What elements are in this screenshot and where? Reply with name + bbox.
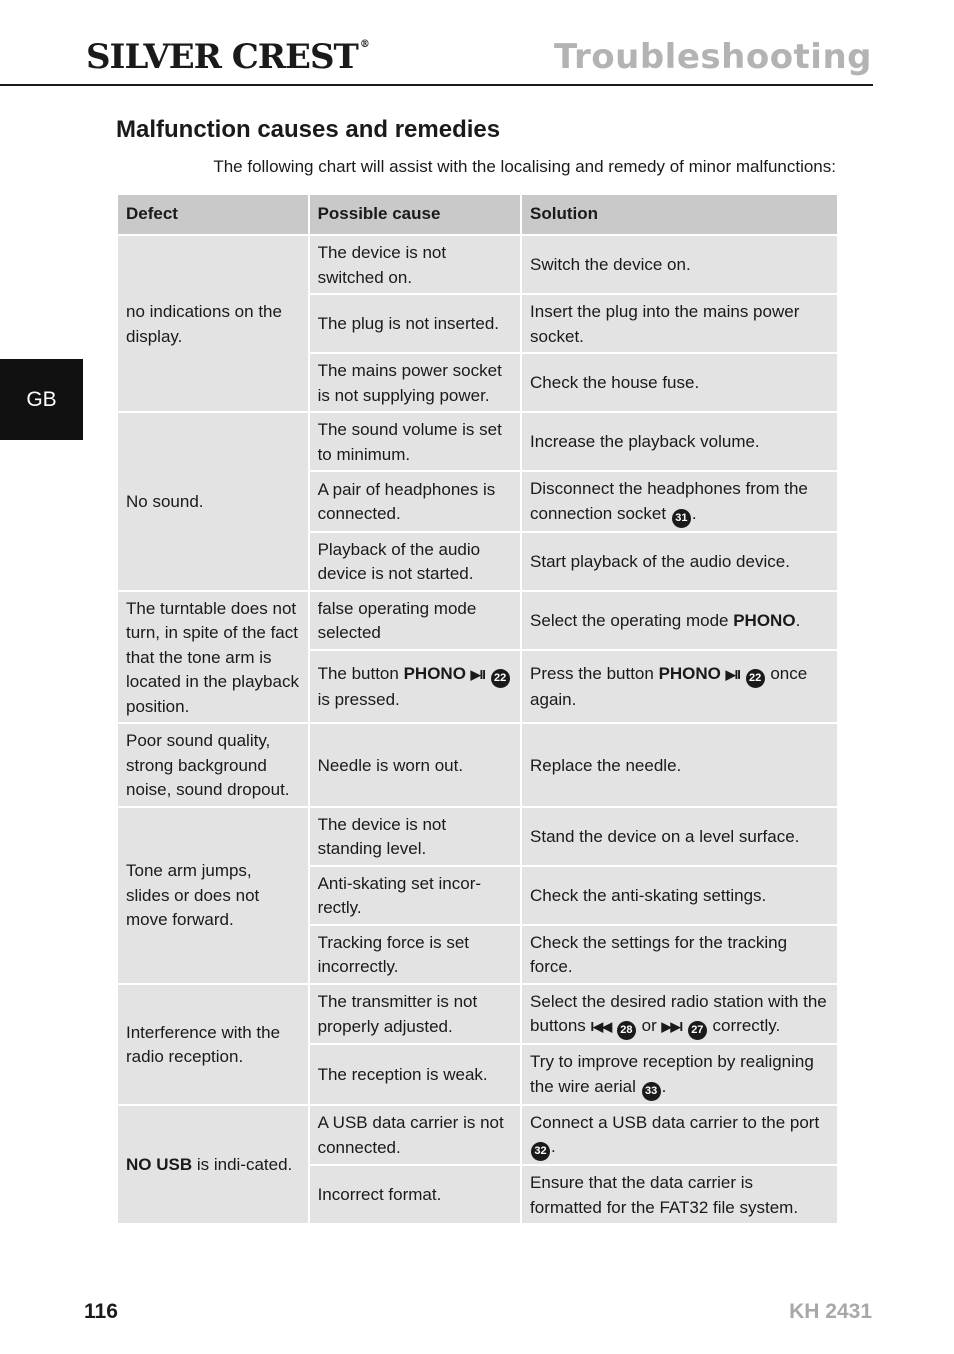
solution-text: Select the operating mode xyxy=(530,611,734,631)
solution-cell: Increase the playback volume. xyxy=(522,413,837,470)
cause-cell: Tracking force is set incorrectly. xyxy=(310,926,520,983)
solution-text-mid: or xyxy=(641,1016,657,1035)
play-pause-icon: ▶II xyxy=(470,667,485,683)
solution-text-end: . xyxy=(551,1137,556,1156)
cause-cell: Playback of the audio device is not started. xyxy=(310,533,520,590)
page-title: Troubleshooting xyxy=(554,37,872,77)
header-cause: Possible cause xyxy=(310,195,520,234)
solution-cell: Check the settings for the tracking force. xyxy=(522,926,837,983)
solution-text: Disconnect the headphones from the connection socket xyxy=(530,479,808,523)
display-message: NO USB xyxy=(126,1155,193,1174)
solution-cell xyxy=(522,1106,837,1165)
solution-text: Press the button xyxy=(530,664,659,684)
brand-name: SILVER CREST xyxy=(86,37,358,77)
defect-cell: Interference with the radio reception. xyxy=(118,985,308,1104)
cause-cell: The reception is weak. xyxy=(310,1045,520,1104)
ref-number-badge: 22 xyxy=(491,669,510,688)
cause-cell: The device is not standing level. xyxy=(310,808,520,865)
solution-text: Connect a USB data carrier to the port xyxy=(530,1112,820,1132)
cause-cell: Anti-skating set incor-rectly. xyxy=(310,867,520,924)
language-tab: GB xyxy=(0,359,83,440)
solution-cell: Switch the device on. xyxy=(522,236,837,293)
defect-cell: Tone arm jumps, slides or does not move forward. xyxy=(118,808,308,983)
troubleshooting-table xyxy=(116,193,839,1225)
section-intro: The following chart will assist with the localising and remedy of minor malfunctions: xyxy=(213,157,836,176)
table-row xyxy=(118,985,837,1044)
model-number: KH 2431 xyxy=(789,1300,872,1323)
solution-cell xyxy=(522,592,837,650)
cause-cell: Needle is worn out. xyxy=(310,724,520,806)
defect-cell: The turntable does not turn, in spite of the fact that the tone arm is located in the playback position. xyxy=(118,592,308,723)
button-label: PHONO xyxy=(403,664,466,684)
table-header-row xyxy=(118,195,837,234)
solution-text-end: . xyxy=(795,611,801,631)
mode-label: PHONO xyxy=(733,611,796,631)
solution-cell xyxy=(522,1045,837,1104)
solution-cell xyxy=(522,472,837,531)
solution-text: Select the desired radio station with the buttons xyxy=(530,991,827,1035)
solution-text-end: . xyxy=(691,503,697,523)
table-row xyxy=(118,724,837,806)
ref-number-badge: 22 xyxy=(746,669,765,688)
registered-mark: ® xyxy=(359,39,370,50)
cause-cell xyxy=(310,651,520,722)
previous-track-icon: I◀◀ xyxy=(590,1019,612,1034)
cause-text: The button xyxy=(317,664,404,684)
table-row xyxy=(118,808,837,865)
ref-number-badge: 33 xyxy=(642,1082,661,1101)
defect-cell xyxy=(118,1106,308,1224)
defect-cell: no indications on the display. xyxy=(118,236,308,411)
section-heading: Malfunction causes and remedies xyxy=(116,116,501,143)
play-pause-icon: ▶II xyxy=(725,667,740,683)
solution-cell: Start playback of the audio device. xyxy=(522,533,837,590)
header-rule xyxy=(0,84,873,86)
header-solution: Solution xyxy=(522,195,837,234)
ref-number-badge: 31 xyxy=(672,509,691,528)
cause-cell: The transmitter is not properly adjusted. xyxy=(310,985,520,1044)
cause-cell: A USB data carrier is not connected. xyxy=(310,1106,520,1165)
table-row xyxy=(118,592,837,650)
cause-text-end: is pressed. xyxy=(317,690,400,710)
solution-text-end: correctly. xyxy=(712,1016,781,1035)
table-row xyxy=(118,413,837,470)
table-row xyxy=(118,236,837,293)
defect-text: is indi-cated. xyxy=(192,1155,293,1174)
cause-cell: false operating mode selected xyxy=(310,592,520,650)
cause-cell: The sound volume is set to minimum. xyxy=(310,413,520,470)
defect-cell: Poor sound quality, strong background noise, sound dropout. xyxy=(118,724,308,806)
header-defect: Defect xyxy=(118,195,308,234)
table-row xyxy=(118,1106,837,1165)
solution-cell: Stand the device on a level surface. xyxy=(522,808,837,865)
button-label: PHONO xyxy=(658,664,721,684)
cause-cell: Incorrect format. xyxy=(310,1166,520,1223)
solution-cell: Ensure that the data carrier is formatted for the FAT32 file system. xyxy=(522,1166,837,1223)
solution-cell xyxy=(522,985,837,1044)
solution-cell: Check the house fuse. xyxy=(522,354,837,411)
next-track-icon: ▶▶I xyxy=(661,1019,683,1034)
cause-cell: The mains power socket is not supplying power. xyxy=(310,354,520,411)
solution-cell xyxy=(522,651,837,722)
solution-cell: Replace the needle. xyxy=(522,724,837,806)
solution-text-end: . xyxy=(661,1076,667,1096)
solution-cell: Check the anti-skating settings. xyxy=(522,867,837,924)
ref-number-badge: 28 xyxy=(617,1021,636,1040)
cause-cell: The device is not switched on. xyxy=(310,236,520,293)
cause-cell: The plug is not inserted. xyxy=(310,295,520,352)
defect-cell: No sound. xyxy=(118,413,308,590)
solution-text: Try to improve reception by realigning the wire aerial xyxy=(530,1052,814,1096)
page-number: 116 xyxy=(84,1300,118,1323)
ref-number-badge: 27 xyxy=(688,1021,707,1040)
cause-cell: A pair of headphones is connected. xyxy=(310,472,520,531)
solution-cell: Insert the plug into the mains power socket. xyxy=(522,295,837,352)
brand-logo xyxy=(86,37,370,77)
ref-number-badge: 32 xyxy=(531,1142,550,1161)
solution-text-end: once again. xyxy=(530,664,808,710)
